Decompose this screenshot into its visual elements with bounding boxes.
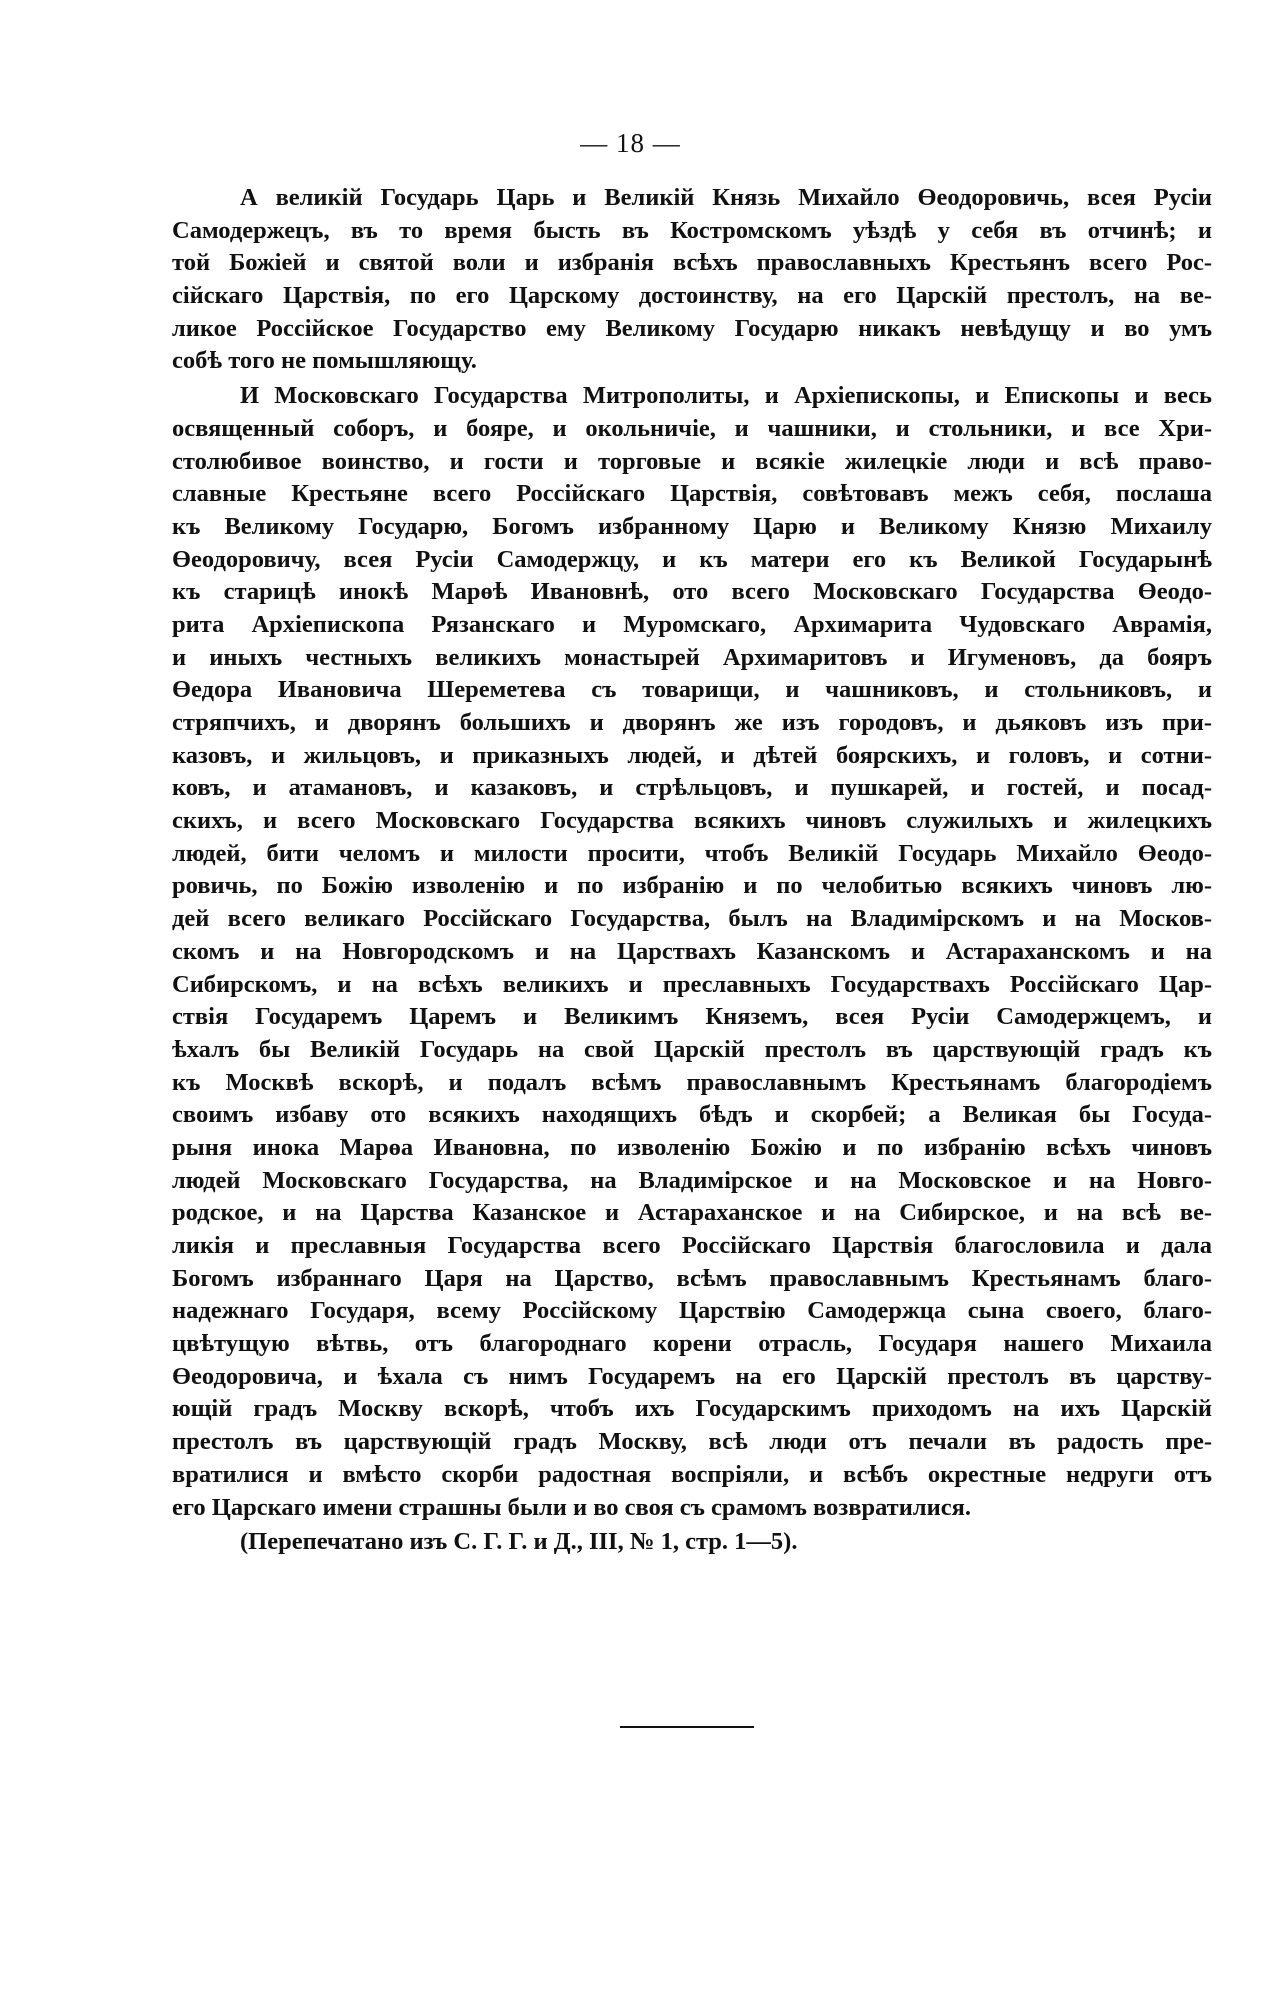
document-body [172,182,1212,1559]
text-line: А великій Государь Царь и Великій Князь Михайло Өеодоровичь, всея Русіи [240,184,1212,211]
text-line: вратилися и вмѣсто скорби радостная воспріяли, и всѣбъ окрестные недруги отъ [172,1460,1212,1488]
text-line: его Царскаго имени страшны были и во своя съ срамомъ возвратилися. [172,1493,971,1521]
text-line: людей Московскаго Государства, на Владимірское и на Московское и на Новго- [172,1166,1212,1194]
paragraph-2 [172,380,1212,1524]
text-line: людей, бити челомъ и милости просити, чтобъ Великій Государь Михайло Өеодо- [172,839,1212,867]
text-line: престолъ въ царствующій градъ Москву, всѣ люди отъ печали въ радость пре- [172,1428,1212,1456]
text-line: надежнаго Государя, всему Россійскому Царствію Самодержца сына своего, благо- [172,1297,1212,1325]
text-line: ровичь, по Божію изволенію и по избранію и по челобитью всякихъ чиновъ лю- [172,872,1212,900]
text-line: ствія Государемъ Царемъ и Великимъ Княземъ, всея Русіи Самодержцемъ, и [172,1003,1212,1031]
text-line: родское, и на Царства Казанское и Астараханское и на Сибирское, и на всѣ ве- [172,1199,1212,1227]
text-line: столюбивое воинство, и гости и торговые и всякіе жилецкіе люди и всѣ право- [172,447,1212,475]
text-line: освященный соборъ, и бояре, и окольничіе, и чашники, и стольники, и все Хри- [172,414,1212,442]
text-line: Богомъ избраннаго Царя на Царство, всѣмъ православнымъ Крестьянамъ благо- [172,1264,1212,1292]
text-line: къ старицѣ инокѣ Марөѣ Ивановнѣ, ото всего Московскаго Государства Өеодо- [172,578,1212,606]
text-line: къ Москвѣ вскорѣ, и подалъ всѣмъ православнымъ Крестьянамъ благородіемъ [172,1068,1212,1096]
text-line: Самодержецъ, въ то время бысть въ Костромскомъ уѣздѣ у себя въ отчинѣ; и [172,216,1212,244]
text-line: Өеодоровичу, всея Русіи Самодержцу, и къ матери его къ Великой Государынѣ [172,545,1212,573]
text-line: цвѣтущую вѣтвь, отъ благороднаго корени отрасль, Государя нашего Михаила [172,1330,1212,1358]
section-divider [620,1726,754,1728]
text-line: ющій градъ Москву вскорѣ, чтобъ ихъ Государскимъ приходомъ на ихъ Царскій [172,1395,1212,1423]
text-line: казовъ, и жильцовъ, и приказныхъ людей, и дѣтей боярскихъ, и головъ, и сотни- [172,741,1212,769]
text-line: рита Архіепископа Рязанскаго и Муромскаго, Архимарита Чудовскаго Аврамія, [172,610,1212,638]
text-line: стряпчихъ, и дворянъ большихъ и дворянъ же изъ городовъ, и дьяковъ изъ при- [172,709,1212,736]
text-line: сійскаго Царствія, по его Царскому достоинству, на его Царскій престолъ, на ве- [172,282,1212,310]
text-line: ковъ, и атамановъ, и казаковъ, и стрѣльцовъ, и пушкарей, и гостей, и посад- [172,774,1212,802]
text-line: Өеодоровича, и ѣхала съ нимъ Государемъ на его Царскій престолъ въ царству- [172,1362,1212,1390]
source-citation: (Перепечатано изъ С. Г. Г. и Д., III, № 1, стр. 1—5). [240,1528,798,1556]
text-line: ѣхалъ бы Великій Государь на свой Царскій престолъ въ царствующій градъ къ [172,1035,1212,1063]
text-line: ликія и преславныя Государства всего Россійскаго Царствія благословила и дала [172,1232,1212,1259]
text-line: скомъ и на Новгородскомъ и на Царствахъ Казанскомъ и Астараханскомъ и на [172,937,1212,965]
text-line: скихъ, и всего Московскаго Государства всякихъ чиновъ служилыхъ и жилецкихъ [172,807,1212,835]
text-line: рыня инока Марөа Ивановна, по изволенію Божію и по избранію всѣхъ чиновъ [172,1133,1212,1161]
paragraph-1 [172,182,1212,378]
text-line: къ Великому Государю, Богомъ избранному Царю и Великому Князю Михаилу [172,512,1212,540]
page-number: — 18 — [580,128,681,158]
text-line: и иныхъ честныхъ великихъ монастырей Архимаритовъ и Игуменовъ, да бояръ [172,643,1212,671]
text-line: Өедора Ивановича Шереметева съ товарищи, и чашниковъ, и стольниковъ, и [172,676,1212,704]
text-line: дей всего великаго Россійскаго Государства, былъ на Владимірскомъ и на Москов- [172,905,1212,933]
text-line: славные Крестьяне всего Россійскаго Царствія, совѣтовавъ межъ себя, послаша [172,480,1212,508]
text-line: собѣ того не помышляющу. [172,347,477,375]
text-line: И Московскаго Государства Митрополиты, и Архіепископы, и Епископы и весь [240,382,1212,410]
text-line: Сибирскомъ, и на всѣхъ великихъ и преславныхъ Государствахъ Россійскаго Цар- [172,970,1212,998]
text-line: ликое Россійское Государство ему Великому Государю никакъ невѣдущу и во умъ [172,314,1212,342]
text-line: своимъ избаву ото всякихъ находящихъ бѣдъ и скорбей; а Великая бы Госуда- [172,1101,1212,1129]
text-line: той Божіей и святой воли и избранія всѣхъ православныхъ Крестьянъ всего Рос- [172,249,1212,277]
